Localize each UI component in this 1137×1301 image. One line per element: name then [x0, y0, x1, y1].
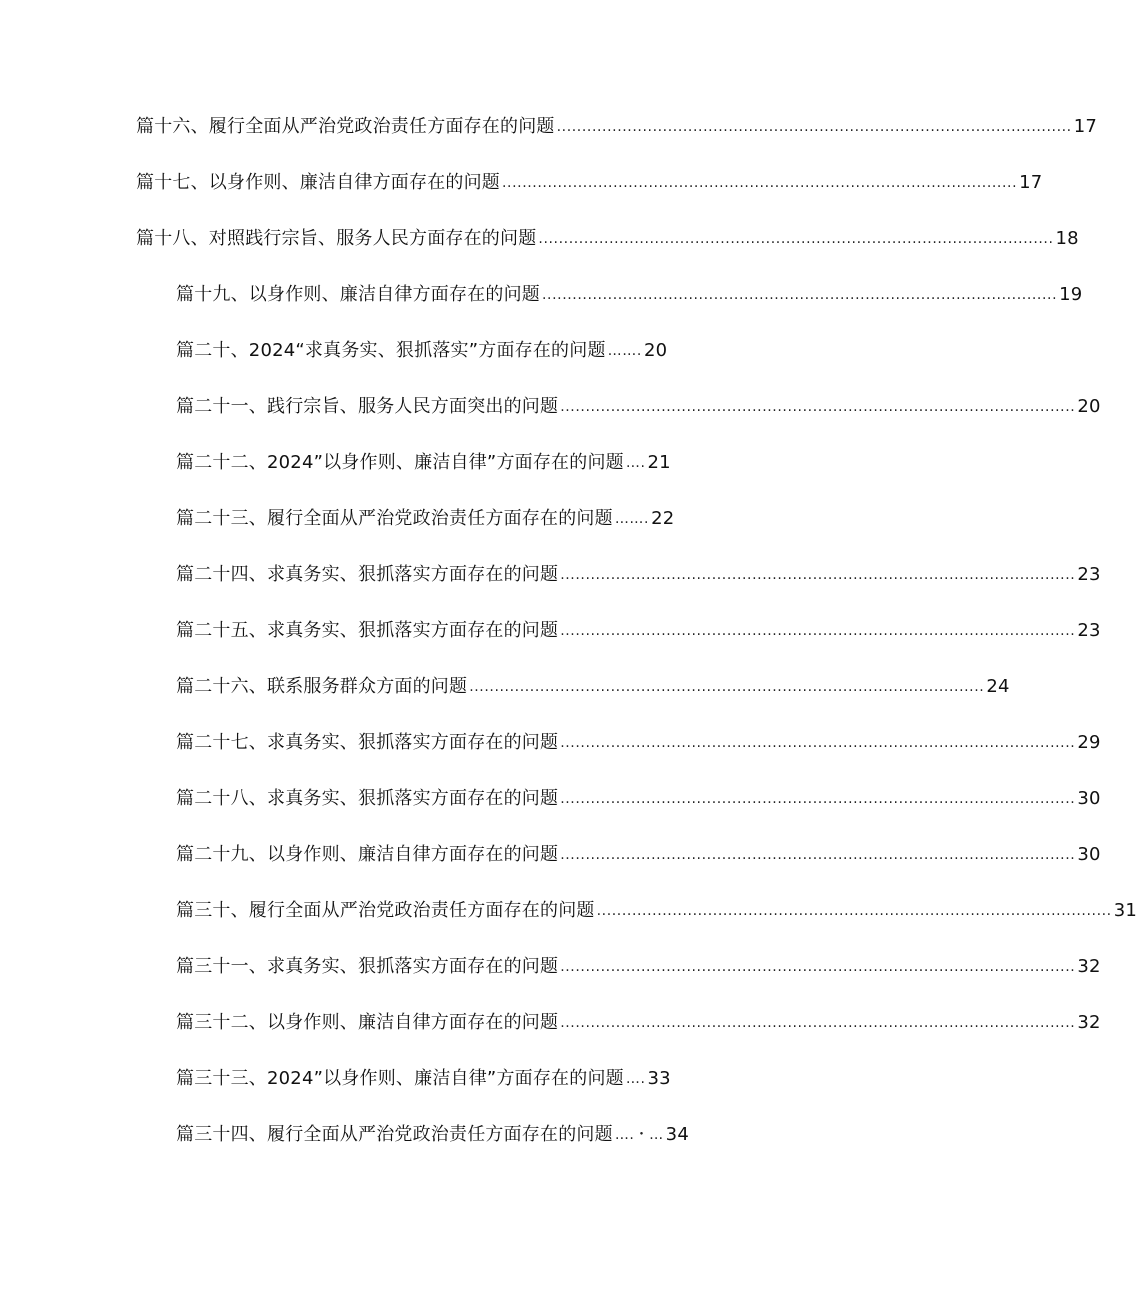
toc-entry[interactable]	[176, 560, 1101, 590]
toc-entry-title: 篇二十三、履行全面从严治党政治责任方面存在的问题	[176, 508, 613, 529]
toc-leader-dots: ......................................................................................................	[542, 287, 1058, 303]
toc-leader-dots: ......................................................................................................	[538, 231, 1054, 247]
toc-entry-title: 篇二十五、求真务实、狠抓落实方面存在的问题	[176, 620, 559, 641]
toc-entry-title: 篇二十二、2024”以身作则、廉洁自律”方面存在的问题	[176, 452, 624, 473]
toc-leader-dots: ......................................................................................................	[560, 567, 1076, 583]
toc-entry-title: 篇二十六、联系服务群众方面的问题	[176, 676, 468, 697]
toc-leader-dots: ......................................................................................................	[560, 959, 1076, 975]
toc-entry[interactable]	[176, 1120, 689, 1150]
toc-entry-page: 19	[1059, 284, 1083, 305]
toc-entry-title: 篇二十、2024“求真务实、狠抓落实”方面存在的问题	[176, 340, 606, 361]
toc-entry[interactable]	[136, 112, 1098, 142]
toc-entry-title: 篇三十二、以身作则、廉洁自律方面存在的问题	[176, 1012, 559, 1033]
toc-entry-page: 32	[1077, 1012, 1101, 1033]
toc-entry-page: 23	[1077, 564, 1101, 585]
toc-entry-title: 篇二十八、求真务实、狠抓落实方面存在的问题	[176, 788, 559, 809]
toc-entry[interactable]	[136, 168, 1043, 198]
toc-entry-page: 29	[1077, 732, 1101, 753]
toc-entry-page: 33	[647, 1068, 671, 1089]
toc-entry-page: 34	[665, 1124, 689, 1145]
toc-leader-dots: …….	[614, 511, 650, 527]
toc-entry-title: 篇二十一、践行宗旨、服务人民方面突出的问题	[176, 396, 559, 417]
toc-leader-dots: ......................................................................................................	[502, 175, 1018, 191]
toc-entry[interactable]	[176, 952, 1101, 982]
toc-entry-page: 20	[1077, 396, 1101, 417]
toc-entry[interactable]	[136, 224, 1079, 254]
toc-entry-title: 篇十七、以身作则、廉洁自律方面存在的问题	[136, 172, 500, 193]
toc-entry[interactable]	[176, 896, 1137, 926]
toc-leader-dots: …….	[607, 343, 642, 359]
toc-entry[interactable]	[176, 448, 671, 478]
toc-entry[interactable]	[176, 504, 674, 534]
toc-leader-dots: ......................................................................................................	[560, 399, 1076, 415]
toc-leader-dots: ….	[625, 1071, 646, 1087]
toc-entry[interactable]	[176, 392, 1101, 422]
toc-entry[interactable]	[176, 1008, 1101, 1038]
toc-entry-page: 22	[651, 508, 675, 529]
toc-entry-title: 篇十六、履行全面从严治党政治责任方面存在的问题	[136, 116, 555, 137]
toc-leader-dots: ......................................................................................................	[560, 735, 1076, 751]
toc-entry[interactable]	[176, 280, 1083, 310]
toc-entry[interactable]	[176, 1064, 671, 1094]
toc-leader-dots: ......................................................................................................	[560, 623, 1076, 639]
toc-leader-dots: ….	[625, 455, 646, 471]
toc-entry-page: 23	[1077, 620, 1101, 641]
toc-entry-title: 篇二十七、求真务实、狠抓落实方面存在的问题	[176, 732, 559, 753]
toc-entry[interactable]	[176, 840, 1101, 870]
toc-entry-title: 篇三十四、履行全面从严治党政治责任方面存在的问题	[176, 1124, 613, 1145]
toc-entry-page: 24	[986, 676, 1010, 697]
toc-entry[interactable]	[176, 616, 1101, 646]
toc-entry-page: 30	[1077, 844, 1101, 865]
toc-entry-page: 17	[1019, 172, 1043, 193]
toc-entry-title: 篇十八、对照践行宗旨、服务人民方面存在的问题	[136, 228, 537, 249]
toc-entry-page: 20	[643, 340, 668, 361]
toc-entry-page: 30	[1077, 788, 1101, 809]
toc-leader-dots: ......................................................................................................	[560, 1015, 1076, 1031]
toc-entry-page: 17	[1073, 116, 1098, 137]
toc-leader-dots: ......................................................................................................	[560, 791, 1076, 807]
toc-entry-page: 18	[1055, 228, 1079, 249]
toc-leader-dots: ......................................................................................................	[560, 847, 1076, 863]
toc-entry-title: 篇三十三、2024”以身作则、廉洁自律”方面存在的问题	[176, 1068, 624, 1089]
toc-entry[interactable]	[176, 336, 667, 366]
toc-leader-dots: ......................................................................................................	[556, 119, 1072, 135]
toc-leader-dots: ......................................................................................................	[596, 903, 1112, 919]
toc-entry-page: 32	[1077, 956, 1101, 977]
toc-leader-dots: ......................................................................................................	[469, 679, 985, 695]
toc-entry-page: 31	[1113, 900, 1137, 921]
toc-entry-title: 篇三十、履行全面从严治党政治责任方面存在的问题	[176, 900, 595, 921]
toc-entry[interactable]	[176, 672, 1010, 702]
toc-entry-title: 篇二十九、以身作则、廉洁自律方面存在的问题	[176, 844, 559, 865]
toc-entry-title: 篇二十四、求真务实、狠抓落实方面存在的问题	[176, 564, 559, 585]
toc-entry[interactable]	[176, 784, 1101, 814]
toc-entry-page: 21	[647, 452, 671, 473]
toc-entry-title: 篇十九、以身作则、廉洁自律方面存在的问题	[176, 284, 540, 305]
toc-entry[interactable]	[176, 728, 1101, 758]
toc-entry-title: 篇三十一、求真务实、狠抓落实方面存在的问题	[176, 956, 559, 977]
toc-leader-dots: ….・…	[614, 1127, 664, 1143]
